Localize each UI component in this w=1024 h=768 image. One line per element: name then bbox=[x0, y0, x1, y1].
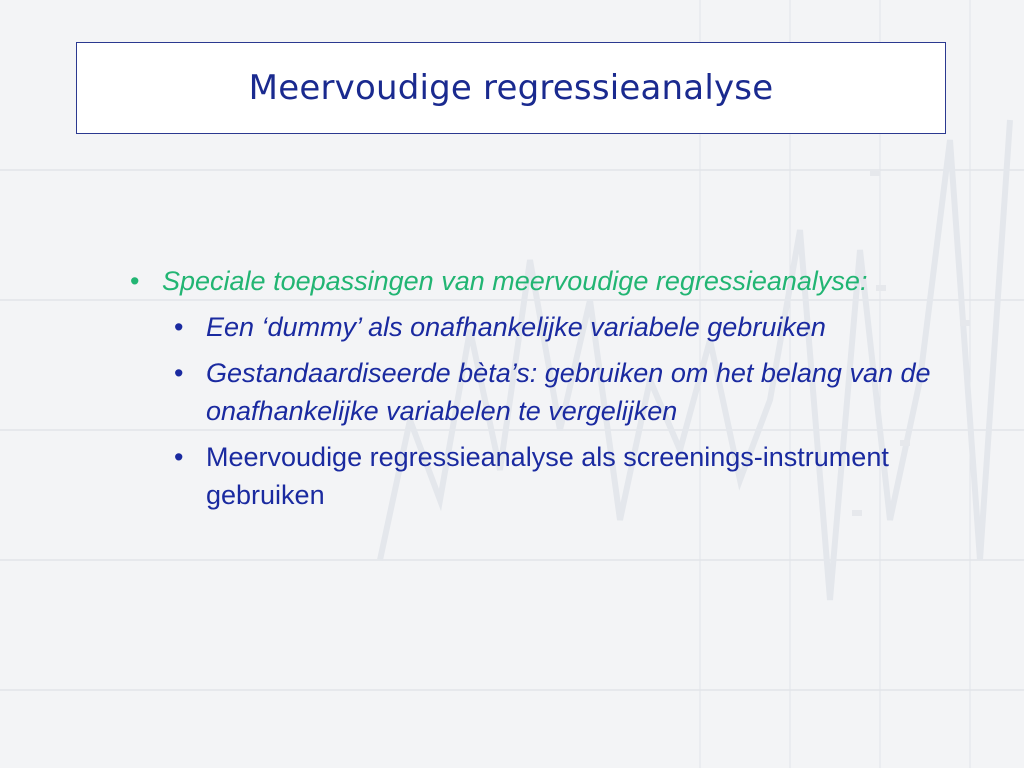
slide-body bbox=[118, 262, 978, 522]
sub-bullet-text: Meervoudige regressieanalyse als screenings-instrument gebruiken bbox=[206, 442, 889, 510]
sub-bullet-screening bbox=[118, 438, 978, 514]
bullet-main bbox=[118, 262, 978, 300]
bullet-icon: • bbox=[174, 358, 184, 388]
sub-bullet-beta bbox=[118, 354, 978, 430]
bullet-icon: • bbox=[130, 266, 140, 296]
sub-bullet-text: Gestandaardiseerde bèta’s: gebruiken om het belang van de onafhankelijke variabelen te vergelijken bbox=[206, 358, 931, 426]
title-box bbox=[76, 42, 946, 134]
sub-bullet-text: Een ‘dummy’ als onafhankelijke variabele gebruiken bbox=[206, 312, 826, 342]
bullet-icon: • bbox=[174, 312, 184, 342]
bullet-main-text: Speciale toepassingen van meervoudige regressieanalyse: bbox=[162, 266, 868, 296]
bullet-icon: • bbox=[174, 442, 184, 472]
sub-bullet-dummy bbox=[118, 308, 978, 346]
slide-title: Meervoudige regressieanalyse bbox=[248, 68, 774, 108]
